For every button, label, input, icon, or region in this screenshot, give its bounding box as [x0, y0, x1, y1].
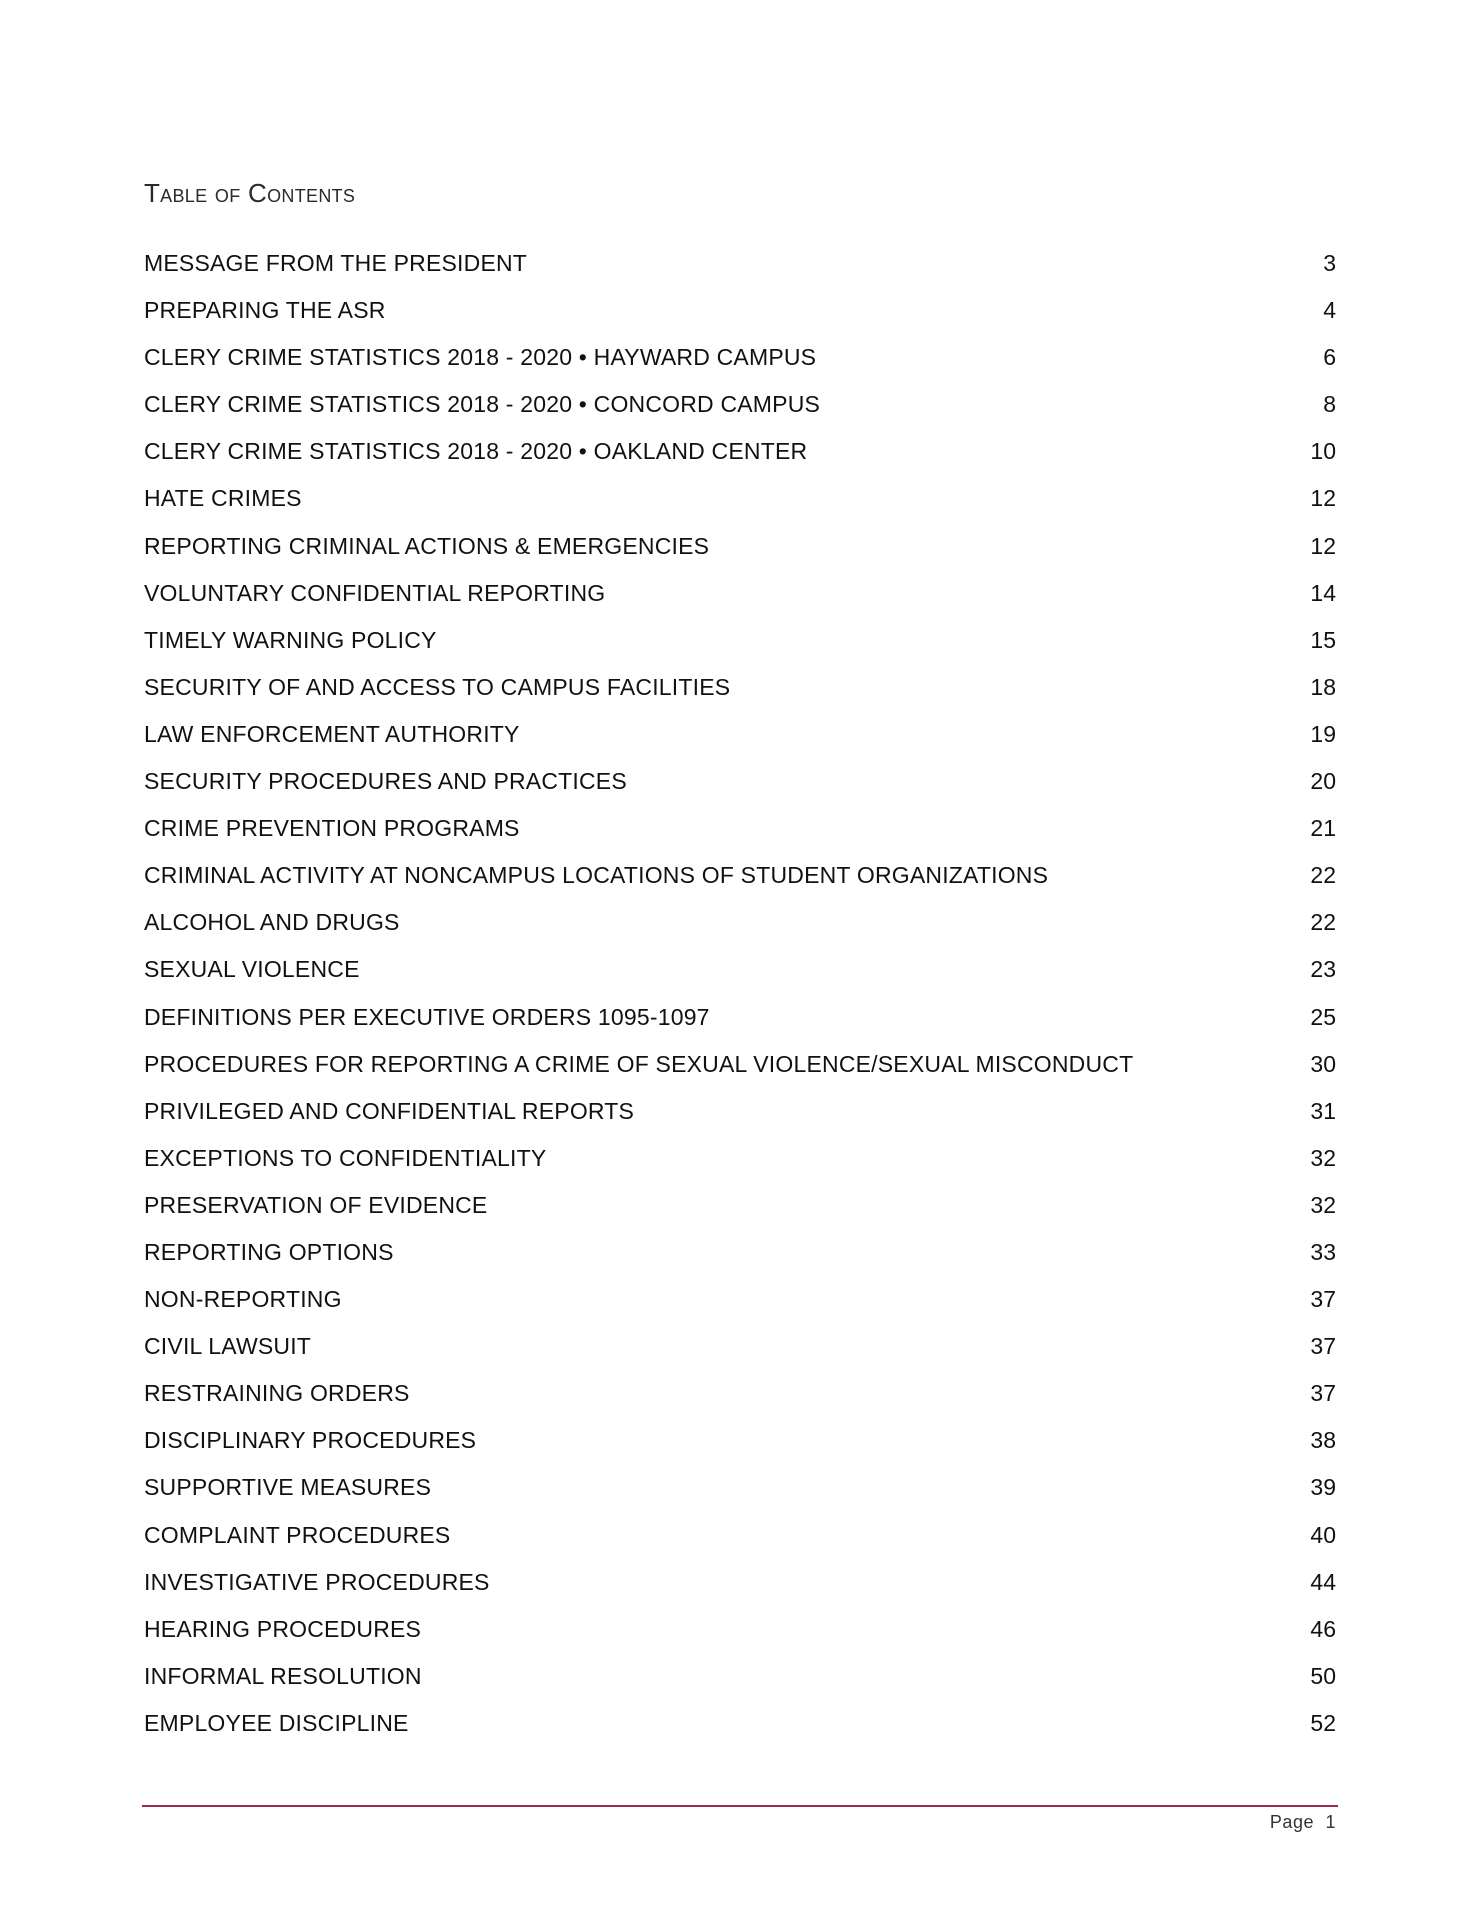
toc-entry[interactable]	[144, 523, 1336, 570]
toc-entry-page-number: 32	[1310, 1191, 1336, 1218]
toc-entry-page-number: 40	[1310, 1521, 1336, 1548]
toc-entry-page-number: 15	[1310, 626, 1336, 653]
toc-entry-label: PRIVILEGED AND CONFIDENTIAL REPORTS	[144, 1097, 635, 1124]
toc-entry-page-number: 52	[1310, 1709, 1336, 1736]
toc-entry-page-number: 4	[1323, 297, 1336, 324]
toc-entry-page-number: 46	[1310, 1615, 1336, 1642]
toc-entry-page-number: 12	[1310, 532, 1336, 559]
toc-entry-page-number: 33	[1310, 1238, 1336, 1265]
toc-entry[interactable]	[144, 711, 1336, 758]
toc-entry-label: SECURITY OF AND ACCESS TO CAMPUS FACILITIES	[144, 673, 731, 700]
toc-entry-label: SECURITY PROCEDURES AND PRACTICES	[144, 768, 627, 795]
toc-entry-page-number: 8	[1323, 391, 1336, 418]
toc-entry-label: INVESTIGATIVE PROCEDURES	[144, 1568, 490, 1595]
toc-entry-label: ALCOHOL AND DRUGS	[144, 909, 400, 936]
toc-entry-label: CRIMINAL ACTIVITY AT NONCAMPUS LOCATIONS OF STUDENT ORGANIZATIONS	[144, 862, 1049, 889]
toc-entry-page-number: 19	[1310, 720, 1336, 747]
toc-entry-page-number: 6	[1323, 344, 1336, 371]
toc-entry-label: NON-REPORTING	[144, 1286, 342, 1313]
toc-entry[interactable]	[144, 475, 1336, 522]
toc-entry[interactable]	[144, 1370, 1336, 1417]
toc-entry[interactable]	[144, 1417, 1336, 1464]
toc-entry-label: LAW ENFORCEMENT AUTHORITY	[144, 720, 520, 747]
toc-entry-label: HEARING PROCEDURES	[144, 1615, 422, 1642]
toc-entry-page-number: 22	[1310, 909, 1336, 936]
toc-entry-label: RESTRAINING ORDERS	[144, 1380, 410, 1407]
toc-entry-label: PREPARING THE ASR	[144, 297, 386, 324]
toc-entry[interactable]	[144, 428, 1336, 475]
page-title: Table of Contents	[144, 178, 356, 208]
toc-entry[interactable]	[144, 1276, 1336, 1323]
toc-entry-page-number: 38	[1310, 1427, 1336, 1454]
toc-entry-label: VOLUNTARY CONFIDENTIAL REPORTING	[144, 579, 606, 606]
toc-entry-page-number: 14	[1310, 579, 1336, 606]
toc-entry[interactable]	[144, 1182, 1336, 1229]
toc-entry-page-number: 20	[1310, 768, 1336, 795]
footer-page-number	[1270, 1812, 1336, 1833]
toc-entry-page-number: 3	[1323, 250, 1336, 276]
toc-entry[interactable]	[144, 334, 1336, 381]
toc-entry[interactable]	[144, 1606, 1336, 1653]
toc-entry-label: INFORMAL RESOLUTION	[144, 1662, 422, 1689]
toc-entry[interactable]	[144, 1653, 1336, 1700]
toc-entry[interactable]	[144, 994, 1336, 1041]
toc-entry-label: CLERY CRIME STATISTICS 2018 - 2020 • HAYWARD CAMPUS	[144, 344, 817, 371]
toc-entry[interactable]	[144, 758, 1336, 805]
toc-entry-label: CLERY CRIME STATISTICS 2018 - 2020 • OAKLAND CENTER	[144, 438, 808, 465]
toc-entry-label: CLERY CRIME STATISTICS 2018 - 2020 • CONCORD CAMPUS	[144, 391, 821, 418]
toc-entry[interactable]	[144, 1135, 1336, 1182]
toc-entry[interactable]	[144, 1700, 1336, 1747]
toc-entry-label: PRESERVATION OF EVIDENCE	[144, 1191, 488, 1218]
toc-entry-page-number: 39	[1310, 1474, 1336, 1501]
toc-entry[interactable]	[144, 570, 1336, 617]
toc-entry[interactable]	[144, 664, 1336, 711]
toc-entry-page-number: 31	[1310, 1097, 1336, 1124]
toc-entry[interactable]	[144, 1041, 1336, 1088]
toc-entry-label: MESSAGE FROM THE PRESIDENT	[144, 250, 528, 276]
toc-entry-page-number: 37	[1310, 1333, 1336, 1360]
toc-entry[interactable]	[144, 1559, 1336, 1606]
toc-entry-label: COMPLAINT PROCEDURES	[144, 1521, 451, 1548]
toc-entry-label: CIVIL LAWSUIT	[144, 1333, 312, 1360]
toc-entry-label: DISCIPLINARY PROCEDURES	[144, 1427, 477, 1454]
toc-entry-label: SUPPORTIVE MEASURES	[144, 1474, 432, 1501]
toc-entry[interactable]	[144, 899, 1336, 946]
toc-entry-label: REPORTING OPTIONS	[144, 1238, 394, 1265]
toc-entry[interactable]	[144, 1229, 1336, 1276]
toc-entry-page-number: 32	[1310, 1144, 1336, 1171]
toc-entry-label: CRIME PREVENTION PROGRAMS	[144, 815, 520, 842]
toc-entry-label: EMPLOYEE DISCIPLINE	[144, 1709, 409, 1736]
toc-entry-page-number: 21	[1310, 815, 1336, 842]
toc-entry[interactable]	[144, 381, 1336, 428]
toc-entry-page-number: 25	[1310, 1003, 1336, 1030]
footer-page-label: Page	[1269, 1812, 1314, 1832]
toc-entry-page-number: 44	[1310, 1568, 1336, 1595]
toc-entry[interactable]	[144, 1464, 1336, 1511]
toc-list	[144, 240, 1336, 1747]
toc-entry-page-number: 50	[1310, 1662, 1336, 1689]
toc-entry[interactable]	[144, 1512, 1336, 1559]
toc-entry[interactable]	[144, 617, 1336, 664]
toc-entry-label: HATE CRIMES	[144, 485, 302, 512]
toc-entry-page-number: 12	[1310, 485, 1336, 512]
toc-entry-label: REPORTING CRIMINAL ACTIONS & EMERGENCIES	[144, 532, 710, 559]
toc-entry-page-number: 37	[1310, 1380, 1336, 1407]
toc-entry[interactable]	[144, 946, 1336, 993]
toc-entry[interactable]	[144, 240, 1336, 287]
toc-entry-page-number: 37	[1310, 1286, 1336, 1313]
toc-entry[interactable]	[144, 287, 1336, 334]
toc-entry-page-number: 23	[1310, 956, 1336, 983]
toc-entry-label: EXCEPTIONS TO CONFIDENTIALITY	[144, 1144, 547, 1171]
toc-entry-label: TIMELY WARNING POLICY	[144, 626, 437, 653]
toc-entry[interactable]	[144, 805, 1336, 852]
footer-divider	[142, 1805, 1338, 1807]
toc-entry-label: DEFINITIONS PER EXECUTIVE ORDERS 1095-1097	[144, 1003, 710, 1030]
toc-entry-label: PROCEDURES FOR REPORTING A CRIME OF SEXUAL VIOLENCE/SEXUAL MISCONDUCT	[144, 1050, 1134, 1077]
toc-entry-page-number: 30	[1310, 1050, 1336, 1077]
footer-page-value: 1	[1325, 1812, 1336, 1832]
toc-entry[interactable]	[144, 1323, 1336, 1370]
toc-entry-page-number: 18	[1310, 673, 1336, 700]
toc-entry[interactable]	[144, 1088, 1336, 1135]
toc-entry-label: SEXUAL VIOLENCE	[144, 956, 360, 983]
toc-entry[interactable]	[144, 852, 1336, 899]
toc-entry-page-number: 22	[1310, 862, 1336, 889]
toc-entry-page-number: 10	[1310, 438, 1336, 465]
